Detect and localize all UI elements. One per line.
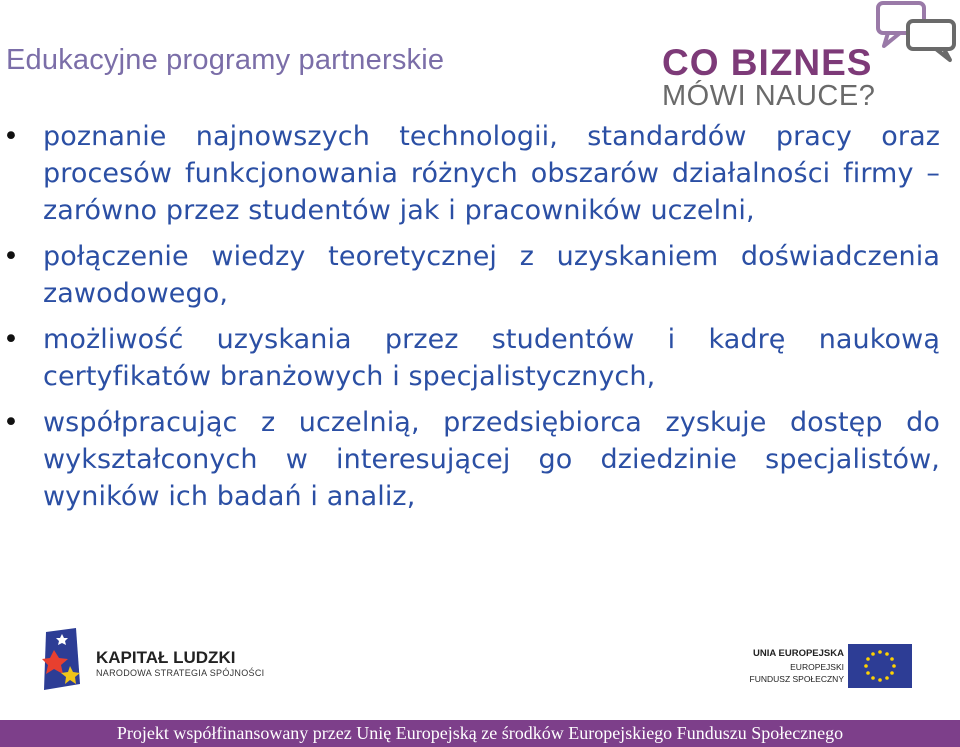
eu-logo [750,642,920,692]
bullet-list [0,118,940,524]
kapital-ludzki-subtitle: NARODOWA STRATEGIA SPÓJNOŚCI [96,668,265,678]
speech-bubbles-icon [876,0,960,64]
eu-line1: UNIA EUROPEJSKA [753,648,844,659]
bullet-item: • możliwość uzyskania przez studentów i kadrę naukową certyfikatów branżowych i specjalistycznych, [0,321,940,395]
bullet-item: • połączenie wiedzy teoretycznej z uzyskaniem doświadczenia zawodowego, [0,238,940,312]
bullet-item: • współpracując z uczelnią, przedsiębiorca zyskuje dostęp do wykształconych w interesującej go dziedzinie specjalistów, wyników ich badań i analiz, [0,404,940,515]
eu-line3: FUNDUSZ SPOŁECZNY [749,674,844,684]
logo-line2: MÓWI NAUCE? [662,80,876,112]
kapital-ludzki-name: KAPITAŁ LUDZKI [96,648,236,667]
bullet-item: • poznanie najnowszych technologii, standardów pracy oraz procesów funkcjonowania różnych obszarów działalności firmy – zarówno przez studentów jak i pracowników uczelni, [0,118,940,229]
kapital-ludzki-emblem-icon [40,628,90,694]
footer-banner: Projekt współfinansowany przez Unię Europejską ze środków Europejskiego Funduszu Społecznego [0,720,960,747]
kapital-ludzki-logo [40,628,300,694]
eu-line2: EUROPEJSKI [790,662,844,672]
logo-line1: CO BIZNES [662,42,873,83]
eu-flag-icon [848,644,912,688]
co-biznes-logo [640,0,960,112]
slide-title: Edukacyjne programy partnerskie [6,44,445,76]
